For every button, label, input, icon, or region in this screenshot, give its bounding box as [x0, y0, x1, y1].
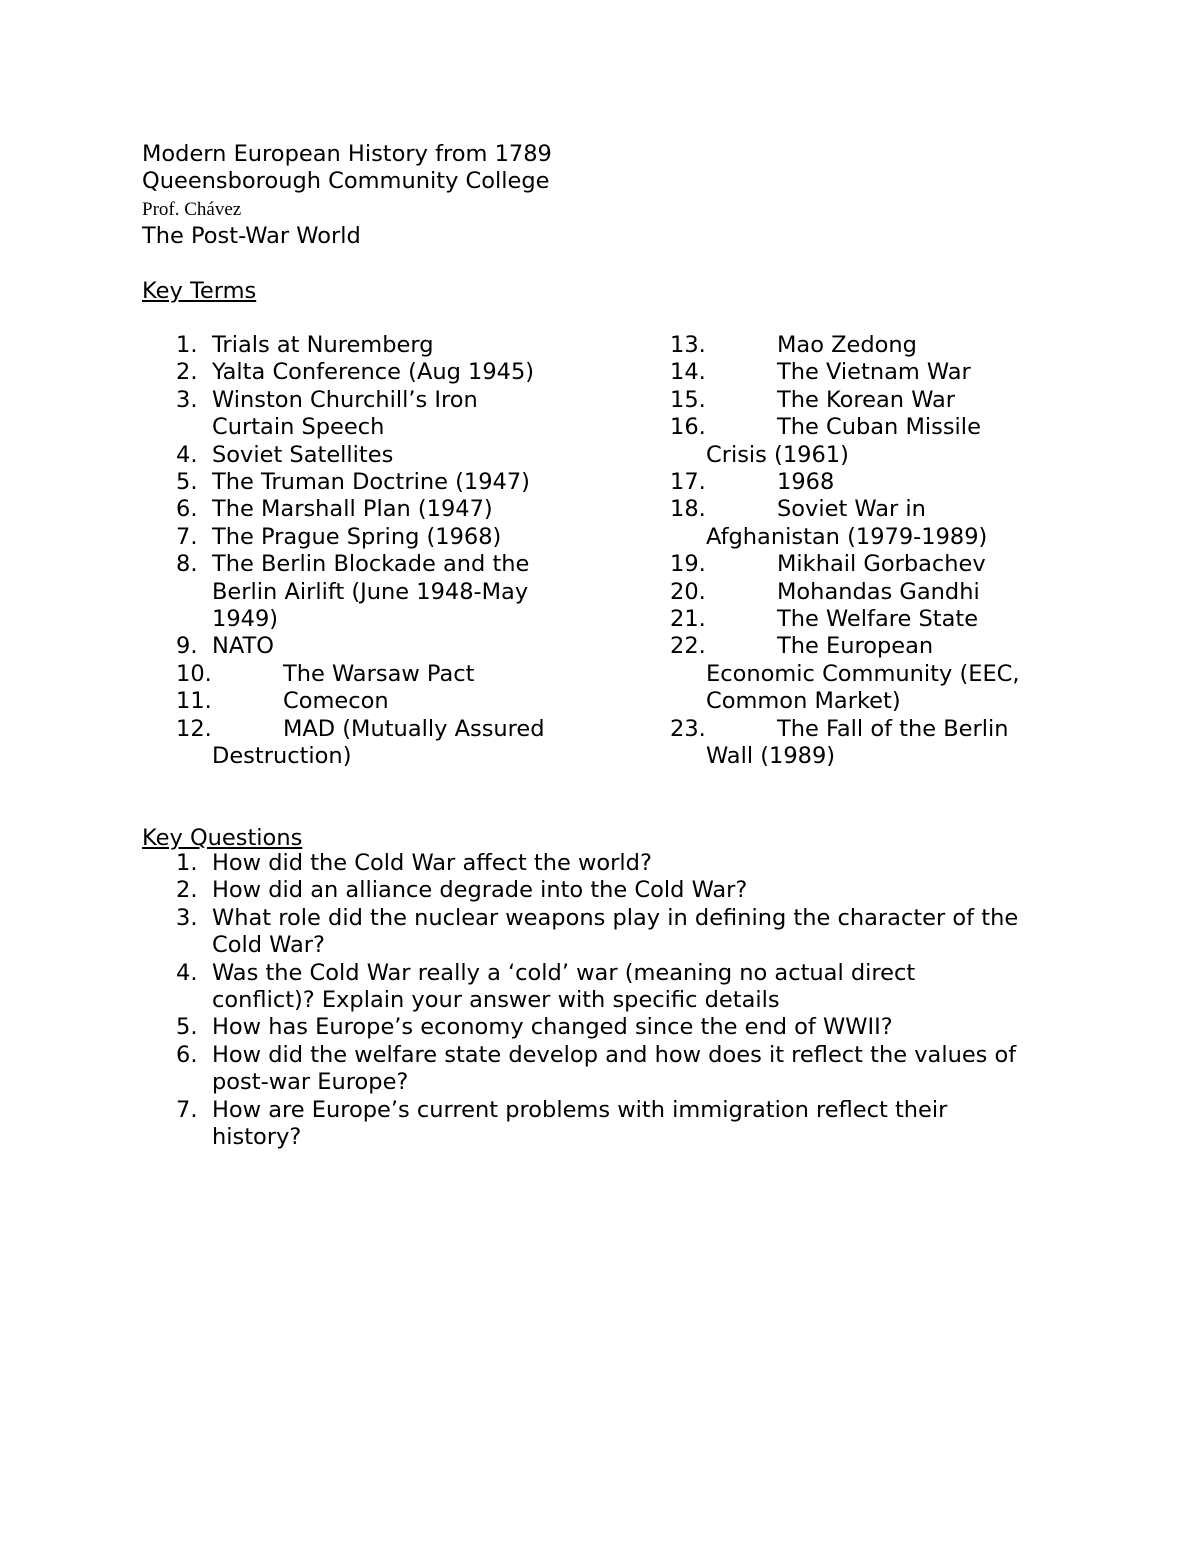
list-number: 1.: [176, 332, 198, 358]
list-number: 9.: [176, 633, 198, 660]
list-number: 23.: [670, 715, 706, 742]
list-item: Yalta Conference (Aug 1945): [212, 359, 535, 386]
list-item: MAD (Mutually Assured: [283, 715, 545, 742]
list-number: 19.: [670, 551, 706, 578]
list-item: How are Europe’s current problems with immigration reflect their: [212, 1096, 948, 1123]
list-number: 4.: [176, 441, 198, 468]
list-item: The Korean War: [777, 386, 956, 413]
list-item: Was the Cold War really a ‘cold’ war (meaning no actual direct: [212, 959, 916, 986]
list-number: 3.: [176, 904, 198, 931]
course-title: Modern European History from 1789: [142, 141, 552, 167]
professor-name: Prof. Chávez: [142, 198, 242, 220]
list-number: 14.: [670, 359, 706, 386]
list-item: post-war Europe?: [212, 1069, 409, 1096]
list-item: Trials at Nuremberg: [212, 332, 434, 358]
list-number: 7.: [176, 523, 198, 550]
list-item: Afghanistan (1979-1989): [706, 523, 988, 550]
list-number: 6.: [176, 1041, 198, 1068]
list-number: 20.: [670, 578, 706, 605]
list-item: The Welfare State: [777, 606, 979, 632]
list-number: 12.: [176, 715, 212, 742]
list-item: What role did the nuclear weapons play in defining the character of the: [212, 904, 1019, 931]
list-item: 1949): [212, 606, 279, 632]
list-item: The Berlin Blockade and the: [212, 551, 530, 578]
list-item: Crisis (1961): [706, 441, 849, 468]
list-item: How did an alliance degrade into the Cold War?: [212, 877, 748, 904]
list-number: 3.: [176, 386, 198, 413]
list-item: Cold War?: [212, 932, 325, 959]
list-item: Common Market): [706, 688, 901, 715]
key-terms-heading: Key Terms: [142, 278, 257, 304]
list-item: history?: [212, 1124, 302, 1150]
list-number: 7.: [176, 1096, 198, 1123]
list-item: Mikhail Gorbachev: [777, 551, 986, 578]
list-item: Mao Zedong: [777, 332, 917, 358]
list-item: Curtain Speech: [212, 414, 385, 441]
college-name: Queensborough Community College: [142, 168, 550, 195]
list-number: 13.: [670, 332, 706, 358]
topic-title: The Post-War World: [142, 223, 361, 250]
list-item: The Marshall Plan (1947): [212, 496, 493, 523]
list-item: How did the welfare state develop and how does it reflect the values of: [212, 1041, 1017, 1068]
list-item: 1968: [777, 469, 835, 495]
list-number: 1.: [176, 850, 198, 876]
list-item: The Prague Spring (1968): [212, 523, 502, 550]
list-item: Soviet War in: [777, 496, 926, 523]
list-item: NATO: [212, 633, 274, 660]
list-item: The Vietnam War: [777, 359, 971, 386]
key-questions-heading: Key Questions: [142, 825, 303, 851]
list-item: The Warsaw Pact: [283, 660, 475, 687]
list-number: 2.: [176, 877, 198, 904]
list-item: Destruction): [212, 743, 352, 769]
list-item: The Fall of the Berlin: [777, 715, 1009, 742]
list-number: 10.: [176, 660, 212, 687]
list-item: The Cuban Missile: [777, 414, 981, 441]
document-header: [142, 141, 552, 251]
list-item: How did the Cold War affect the world?: [212, 850, 652, 876]
list-number: 6.: [176, 496, 198, 523]
list-number: 4.: [176, 959, 198, 986]
list-item: How has Europe’s economy changed since the end of WWII?: [212, 1014, 893, 1041]
list-item: Winston Churchill’s Iron: [212, 386, 478, 413]
list-item: Wall (1989): [706, 743, 836, 769]
list-item: Soviet Satellites: [212, 441, 394, 468]
list-number: 17.: [670, 469, 706, 495]
list-number: 22.: [670, 633, 706, 660]
list-item: conflict)? Explain your answer with specific details: [212, 987, 780, 1013]
list-number: 21.: [670, 606, 706, 632]
list-number: 5.: [176, 469, 198, 495]
list-number: 18.: [670, 496, 706, 523]
list-number: 16.: [670, 414, 706, 441]
list-number: 2.: [176, 359, 198, 386]
list-item: Economic Community (EEC,: [706, 660, 1020, 687]
list-item: The Truman Doctrine (1947): [212, 469, 530, 495]
list-item: Berlin Airlift (June 1948-May: [212, 578, 529, 605]
list-item: Mohandas Gandhi: [777, 578, 980, 605]
list-item: Comecon: [283, 688, 389, 715]
list-number: 5.: [176, 1014, 198, 1041]
list-number: 15.: [670, 386, 706, 413]
list-number: 11.: [176, 688, 212, 715]
list-item: The European: [777, 633, 934, 660]
list-number: 8.: [176, 551, 198, 578]
